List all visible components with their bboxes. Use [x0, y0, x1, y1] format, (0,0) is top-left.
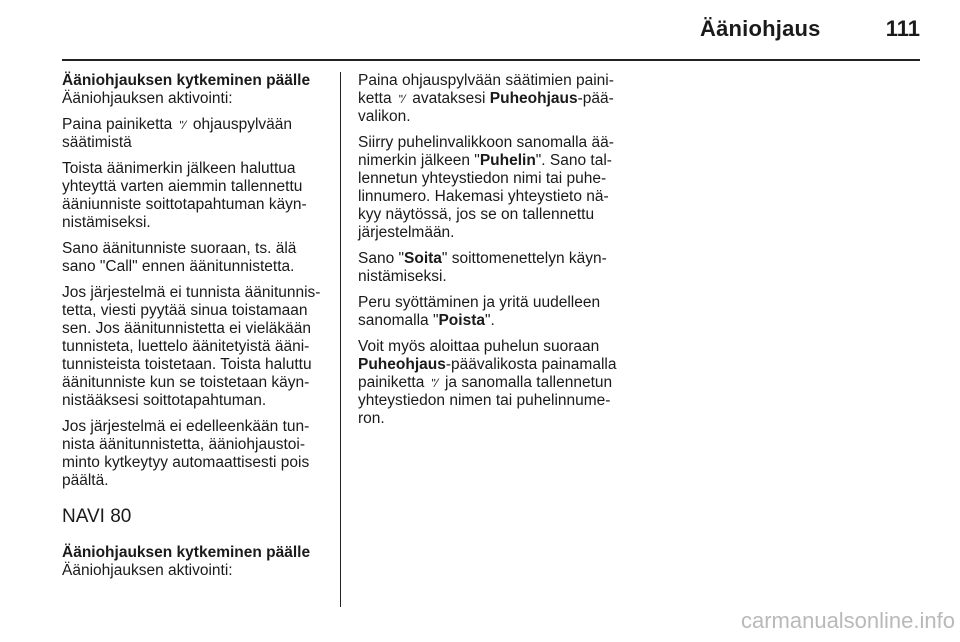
- paragraph: Ääniohjauksen aktivointi:: [62, 562, 233, 579]
- paragraph: Toista äänimerkin jälkeen haluttua yhteyttä varten aiemmin tallennettu ääniunniste soittotapahtuman käyn- nistämiseksi.: [62, 160, 307, 231]
- voice-control-icon: ʺ⁄: [179, 118, 186, 132]
- column-divider: [340, 72, 341, 607]
- paragraph: Paina ohjauspylvään säätimien paini- ketta ʺ⁄ avataksesi Puheohjaus-pää- valikon.: [358, 72, 614, 125]
- watermark: carmanualsonline.info: [740, 608, 955, 633]
- paragraph: Siirry puhelinvalikkoon sanomalla ää- nimerkin jälkeen "Puhelin". Sano tal- lennetun yhteystiedon nimi tai puhe- linnumero. Hakemasi yhteystieto nä- kyy näytössä, jos se on tallennettu järjestelmään.: [358, 134, 614, 241]
- paragraph: Voit myös aloittaa puhelun suoraan Puheohjaus-päävalikosta painamalla painiketta ʺ⁄ ja sanomalla tallennetun yhteystiedon nimen tai puhelinnume- ron.: [358, 338, 617, 427]
- page-number: 111: [885, 16, 920, 41]
- section-title: NAVI 80: [62, 506, 132, 527]
- paragraph: Sano äänitunniste suoraan, ts. älä sano "Call" ennen äänitunnistetta.: [62, 240, 297, 275]
- paragraph: Ääniohjauksen aktivointi:: [62, 90, 233, 107]
- paragraph: Jos järjestelmä ei edelleenkään tun- nista äänitunnistetta, ääniohjaustoi- minto kytkeytyy automaattisesti pois päältä.: [62, 418, 310, 489]
- left-column: [62, 72, 324, 588]
- voice-control-icon: ʺ⁄: [431, 376, 438, 390]
- header-title: Ääniohjaus: [700, 16, 821, 41]
- paragraph: Paina painiketta ʺ⁄ ohjauspylvään säätimistä: [62, 116, 293, 151]
- voice-control-icon: ʺ⁄: [398, 92, 406, 106]
- section-heading: Ääniohjauksen kytkeminen päälle: [62, 544, 311, 561]
- header-rule: [62, 59, 920, 61]
- paragraph: Jos järjestelmä ei tunnista äänitunnis- tetta, viesti pyytää sinua toistamaan sen. Jos äänitunnistetta ei vieläkään tunnisteta, luettelo äänitetyistä ääni- tunnisteista toistetaan. Toista haluttu äänitunniste kun se toistetaan käyn- nistääksesi soittotapahtuman.: [62, 284, 321, 409]
- right-column: [358, 72, 624, 436]
- paragraph: Peru syöttäminen ja yritä uudelleen sanomalla "Poista".: [358, 294, 601, 329]
- paragraph: Sano "Soita" soittomenettelyn käyn- nistämiseksi.: [358, 250, 607, 285]
- section-heading: Ääniohjauksen kytkeminen päälle: [62, 72, 311, 89]
